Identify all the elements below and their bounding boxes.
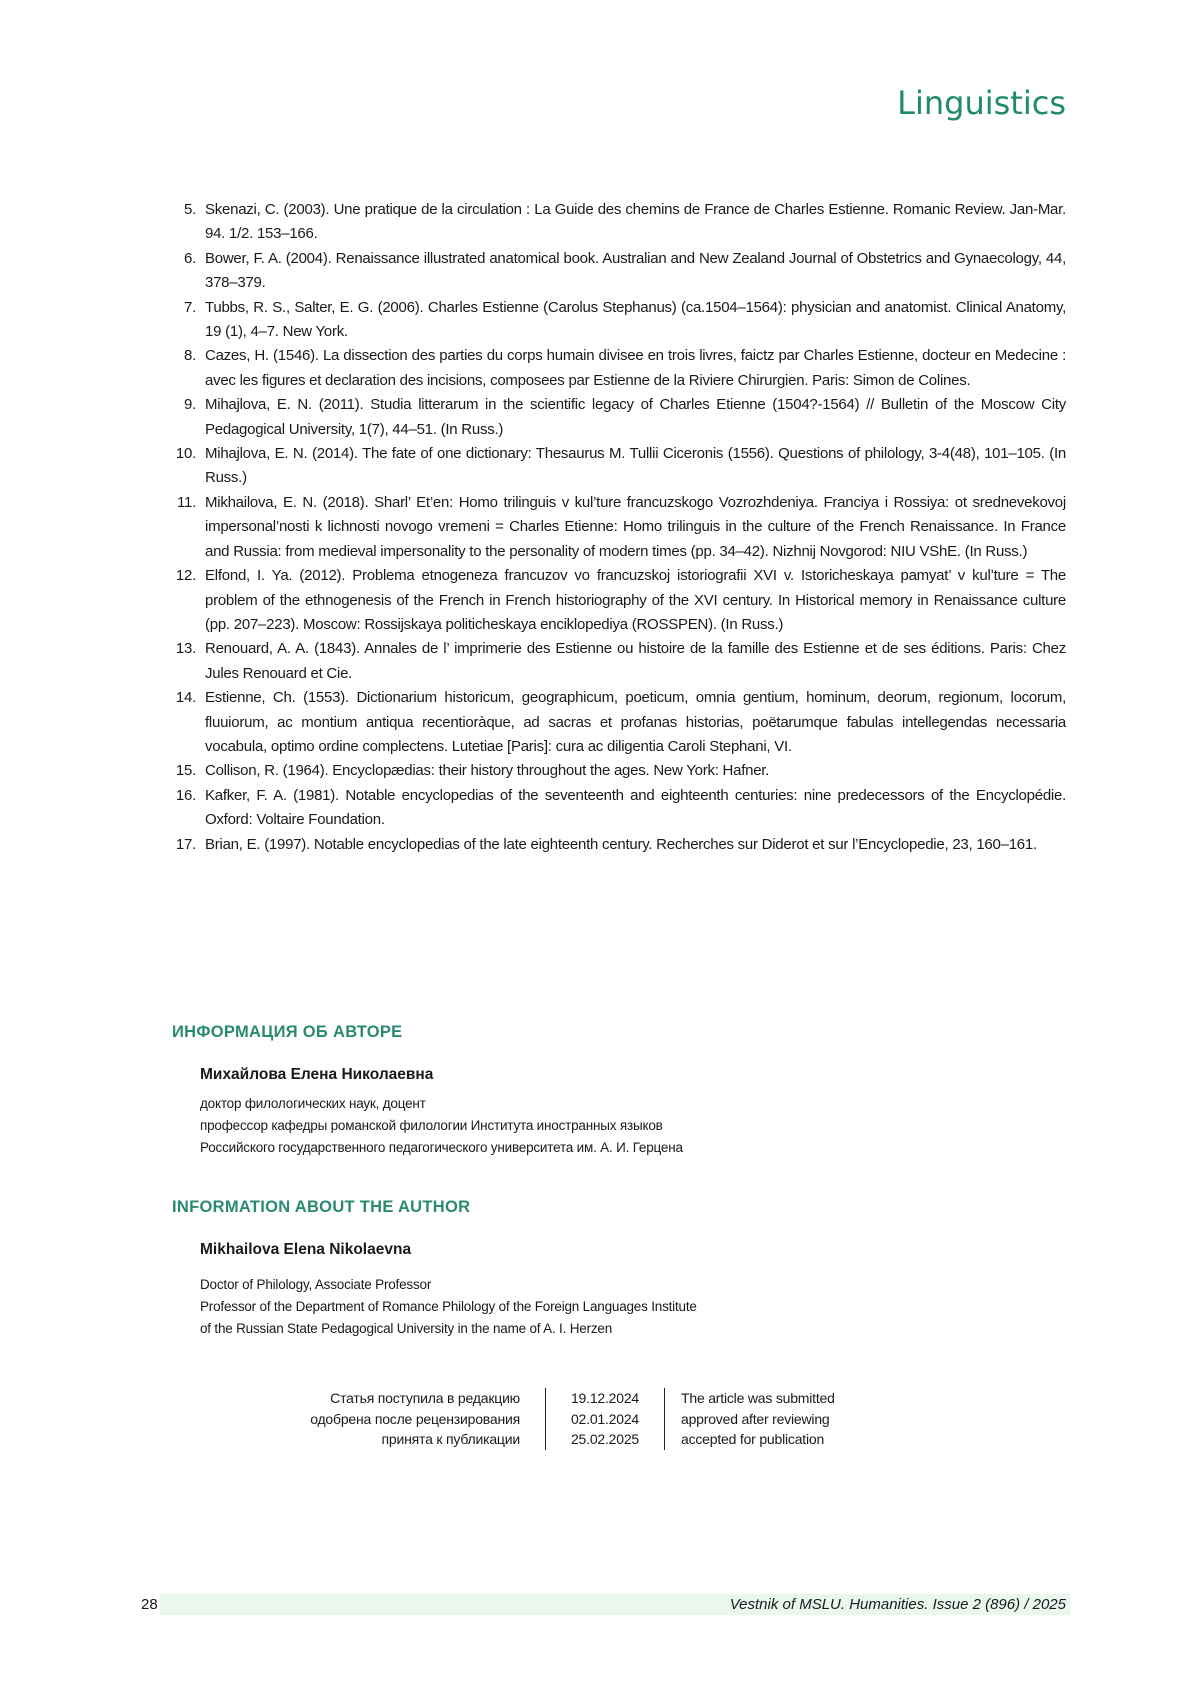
author-position-ru: профессор кафедры романской филологии Института иностранных языков <box>200 1115 683 1137</box>
author-affiliation-ru: Российского государственного педагогического университета им. А. И. Герцена <box>200 1137 683 1159</box>
reference-item <box>172 564 1066 637</box>
reference-item <box>172 198 1066 247</box>
reference-number: 10. <box>172 442 196 466</box>
reference-item <box>172 759 1066 783</box>
reference-text: Skenazi, C. (2003). Une pratique de la circulation : La Guide des chemins de France de Charles Estienne. Romanic Review. Jan-Mar. 94. 1/2. 153–166. <box>205 201 1066 242</box>
reference-text: Renouard, A. A. (1843). Annales de l’ imprimerie des Estienne ou histoire de la famille des Estienne et de ses éditions. Paris: Chez Jules Renouard et Cie. <box>205 640 1066 681</box>
reference-number: 15. <box>172 759 196 783</box>
reference-number: 8. <box>172 344 196 368</box>
date-label: принята к публикации <box>300 1429 520 1450</box>
date-value: 02.01.2024 <box>546 1409 664 1430</box>
author-degree-ru: доктор филологических наук, доцент <box>200 1093 683 1115</box>
author-details-ru <box>200 1093 683 1159</box>
author-degree-en: Doctor of Philology, Associate Professor <box>200 1274 697 1296</box>
reference-number: 12. <box>172 564 196 588</box>
date-label: accepted for publication <box>681 1429 835 1450</box>
author-position-en: Professor of the Department of Romance Philology of the Foreign Languages Institute <box>200 1296 697 1318</box>
reference-item <box>172 637 1066 686</box>
author-info-heading-ru: ИНФОРМАЦИЯ ОБ АВТОРЕ <box>172 1023 403 1042</box>
reference-number: 11. <box>172 491 196 515</box>
section-title: Linguistics <box>897 84 1066 122</box>
reference-item <box>172 296 1066 345</box>
date-label: The article was submitted <box>681 1388 835 1409</box>
author-affiliation-en: of the Russian State Pedagogical University in the name of A. I. Herzen <box>200 1318 697 1340</box>
author-name-en: Mikhailova Elena Nikolaevna <box>200 1241 411 1259</box>
author-details-en <box>200 1274 697 1340</box>
reference-text: Bower, F. A. (2004). Renaissance illustrated anatomical book. Australian and New Zealand Journal of Obstetrics and Gynaecology, 44, 378–379. <box>205 250 1066 291</box>
reference-item <box>172 491 1066 564</box>
reference-text: Tubbs, R. S., Salter, E. G. (2006). Charles Estienne (Carolus Stephanus) (ca.1504–1564): physician and anatomist. Clinical Anatomy, 19 (1), 4–7. New York. <box>205 299 1066 340</box>
reference-text: Collison, R. (1964). Encyclopædias: their history throughout the ages. New York: Hafner. <box>205 762 769 779</box>
reference-number: 5. <box>172 198 196 222</box>
page-number: 28 <box>141 1596 158 1613</box>
reference-text: Brian, E. (1997). Notable encyclopedias of the late eighteenth century. Recherches sur Diderot et sur l’Encyclopedie, 23, 160–161. <box>205 836 1037 853</box>
dates-labels-en <box>681 1388 835 1450</box>
reference-item <box>172 247 1066 296</box>
date-value: 25.02.2025 <box>546 1429 664 1450</box>
reference-number: 9. <box>172 393 196 417</box>
reference-text: Estienne, Ch. (1553). Dictionarium historicum, geographicum, poeticum, omnia gentium, hominum, deorum, regionum, locorum, fluuiorum, ac montium antiqua recentioràque, ad sacras et profanas historias, poëtarumque fabulas intellegendas necessaria vocabula, optimo ordine complectens. Lutetiae [Paris]: cura ac diligentia Caroli Stephani, VI. <box>205 689 1066 755</box>
reference-number: 7. <box>172 296 196 320</box>
dates-values <box>545 1388 665 1450</box>
reference-text: Elfond, I. Ya. (2012). Problema etnogeneza francuzov vo francuzskoj istoriografii XVI v. Istoricheskaya pamyat’ v kul’ture = The problem of the ethnogenesis of the French in French historiography of the XVI century. In Historical memory in Renaissance culture (pp. 207–223). Moscow: Rossijskaya politicheskaya enciklopediya (ROSSPEN). (In Russ.) <box>205 567 1066 633</box>
dates-labels-ru <box>300 1388 520 1450</box>
reference-item <box>172 686 1066 759</box>
date-label: approved after reviewing <box>681 1409 835 1430</box>
reference-number: 14. <box>172 686 196 710</box>
reference-text: Cazes, H. (1546). La dissection des parties du corps humain divisee en trois livres, faictz par Charles Estienne, docteur en Medecine : avec les figures et declaration des incisions, composees par Estienne de la Riviere Chirurgien. Paris: Simon de Colines. <box>205 347 1066 388</box>
reference-item <box>172 393 1066 442</box>
reference-text: Mihajlova, E. N. (2014). The fate of one dictionary: Thesaurus M. Tullii Ciceronis (1556). Questions of philology, 3-4(48), 101–105. (In Russ.) <box>205 445 1066 486</box>
reference-item <box>172 833 1066 857</box>
reference-text: Mihajlova, E. N. (2011). Studia litterarum in the scientific legacy of Charles Etienne (1504?-1564) // Bulletin of the Moscow City Pedagogical University, 1(7), 44–51. (In Russ.) <box>205 396 1066 437</box>
reference-number: 6. <box>172 247 196 271</box>
reference-number: 13. <box>172 637 196 661</box>
reference-item <box>172 344 1066 393</box>
reference-number: 17. <box>172 833 196 857</box>
author-name-ru: Михайлова Елена Николаевна <box>200 1066 433 1084</box>
reference-list <box>172 198 1066 857</box>
date-label: одобрена после рецензирования <box>300 1409 520 1430</box>
reference-item <box>172 442 1066 491</box>
date-value: 19.12.2024 <box>546 1388 664 1409</box>
reference-text: Mikhailova, E. N. (2018). Sharl’ Et’en: Homo trilinguis v kul’ture francuzskogo Vozrozhdeniya. Franciya i Rossiya: ot srednevekovoj impersonal’nosti k lichnosti novogo vremeni = Charles Etienne: Homo trilinguis in the culture of the French Renaissance. In France and Russia: from medieval impersonality to the personality of modern times (pp. 34–42). Nizhnij Novgorod: NIU VShE. (In Russ.) <box>205 494 1066 560</box>
date-label: Статья поступила в редакцию <box>300 1388 520 1409</box>
author-info-heading-en: INFORMATION ABOUT THE AUTHOR <box>172 1198 470 1217</box>
reference-number: 16. <box>172 784 196 808</box>
reference-item <box>172 784 1066 833</box>
reference-text: Kafker, F. A. (1981). Notable encyclopedias of the seventeenth and eighteenth centuries: nine predecessors of the Encyclopédie. Oxford: Voltaire Foundation. <box>205 787 1066 828</box>
journal-name: Vestnik of MSLU. Humanities. Issue 2 (896) / 2025 <box>730 1596 1066 1613</box>
